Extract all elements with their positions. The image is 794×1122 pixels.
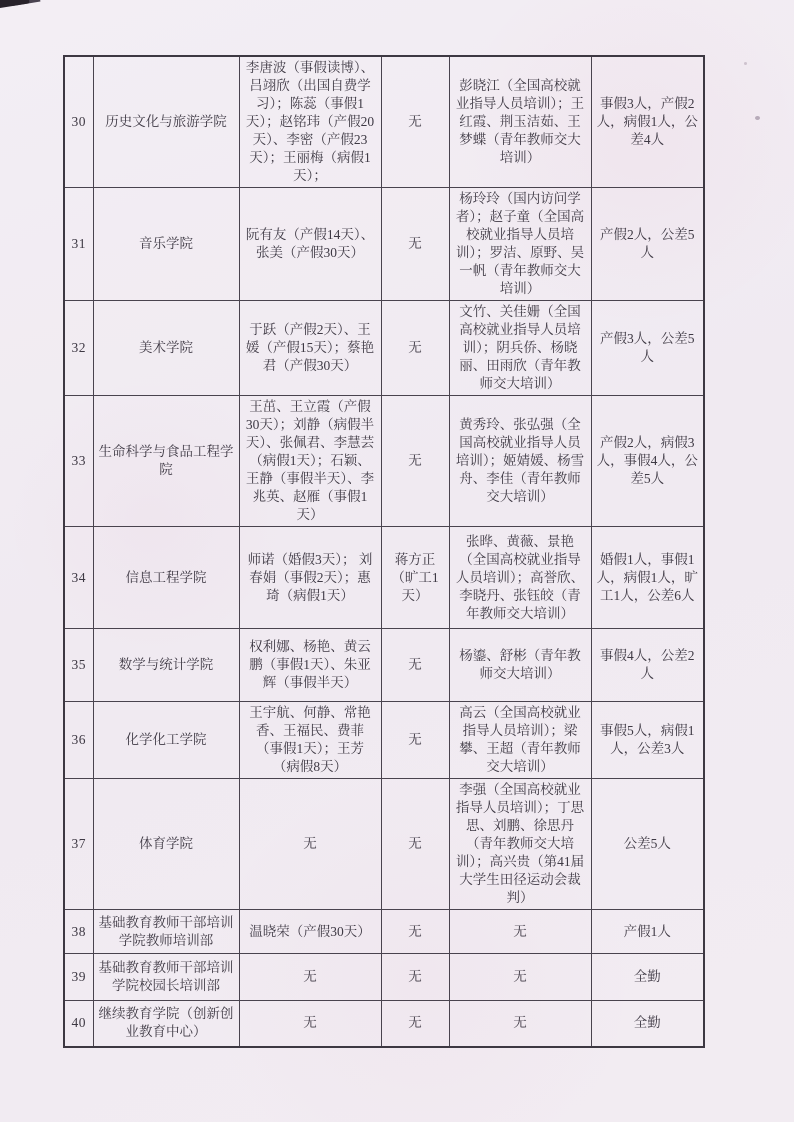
college-name: 信息工程学院: [93, 527, 239, 629]
absence-detail: 无: [381, 301, 449, 396]
training-detail: 无: [449, 910, 591, 954]
attendance-summary: 产假1人: [591, 910, 704, 954]
college-name: 基础教育教师干部培训学院教师培训部: [93, 910, 239, 954]
college-name: 体育学院: [93, 779, 239, 910]
table-row: [64, 1001, 704, 1047]
college-name: 音乐学院: [93, 188, 239, 301]
leave-detail: 王茁、王立霞（产假30天）；刘静（病假半天）、张佩君、李慧芸（病假1天）；石颖、王静（事假半天）、李兆英、赵雁（事假1天）: [239, 396, 381, 527]
absence-detail: 无: [381, 1001, 449, 1047]
college-name: 生命科学与食品工程学院: [93, 396, 239, 527]
college-name: 基础教育教师干部培训学院校园长培训部: [93, 954, 239, 1001]
leave-detail: 无: [239, 1001, 381, 1047]
training-detail: 黄秀玲、张弘强（全国高校就业指导人员培训）；姬婧媛、杨雪舟、李佳（青年教师交大培训）: [449, 396, 591, 527]
table-row: [64, 188, 704, 301]
training-detail: 文竹、关佳姗（全国高校就业指导人员培训）；阴兵侨、杨晓丽、田雨欣（青年教师交大培训）: [449, 301, 591, 396]
row-number: 33: [64, 396, 93, 527]
college-name: 历史文化与旅游学院: [93, 56, 239, 188]
leave-detail: 无: [239, 954, 381, 1001]
training-detail: 杨鎏、舒彬（青年教师交大培训）: [449, 629, 591, 702]
attendance-summary: 全勤: [591, 1001, 704, 1047]
training-detail: 无: [449, 954, 591, 1001]
training-detail: 杨玲玲（国内访问学者）；赵子童（全国高校就业指导人员培训）；罗洁、原野、吴一帆（青年教师交大培训）: [449, 188, 591, 301]
row-number: 37: [64, 779, 93, 910]
college-name: 化学化工学院: [93, 702, 239, 779]
table-row: [64, 527, 704, 629]
college-name: 美术学院: [93, 301, 239, 396]
absence-detail: 蒋方正（旷工1天）: [381, 527, 449, 629]
row-number: 35: [64, 629, 93, 702]
row-number: 31: [64, 188, 93, 301]
absence-detail: 无: [381, 188, 449, 301]
leave-detail: 于跃（产假2天）、王媛（产假15天）；蔡艳君（产假30天）: [239, 301, 381, 396]
row-number: 38: [64, 910, 93, 954]
attendance-summary: 全勤: [591, 954, 704, 1001]
table-row: [64, 301, 704, 396]
scan-speck: [744, 62, 747, 65]
training-detail: 无: [449, 1001, 591, 1047]
training-detail: 高云（全国高校就业指导人员培训）；梁攀、王超（青年教师交大培训）: [449, 702, 591, 779]
row-number: 30: [64, 56, 93, 188]
absence-detail: 无: [381, 56, 449, 188]
attendance-summary: 事假5人，病假1人，公差3人: [591, 702, 704, 779]
leave-detail: 王宇航、何静、常艳香、王福民、费菲（事假1天）；王芳（病假8天）: [239, 702, 381, 779]
leave-detail: 无: [239, 779, 381, 910]
attendance-summary: 公差5人: [591, 779, 704, 910]
absence-detail: 无: [381, 910, 449, 954]
leave-detail: 李唐波（事假读博）、吕翊欣（出国自费学习）；陈蕊（事假1天）；赵铭玮（产假20天）、李密（产假23天）；王丽梅（病假1天）；: [239, 56, 381, 188]
table-row: [64, 779, 704, 910]
leave-detail: 师诺（婚假3天）； 刘春娟（事假2天）；惠琦（病假1天）: [239, 527, 381, 629]
leave-detail: 阮有友（产假14天）、张美（产假30天）: [239, 188, 381, 301]
scan-artifact-corner: [0, 0, 30, 9]
attendance-table: [63, 55, 705, 1048]
absence-detail: 无: [381, 779, 449, 910]
training-detail: 李强（全国高校就业指导人员培训）；丁思思、刘鹏、徐思丹（青年教师交大培训）；高兴贵（第41届大学生田径运动会裁判）: [449, 779, 591, 910]
row-number: 36: [64, 702, 93, 779]
college-name: 继续教育学院（创新创业教育中心）: [93, 1001, 239, 1047]
training-detail: 张晔、黄薇、景艳（全国高校就业指导人员培训）；高誉欣、李晓丹、张钰皎（青年教师交大培训）: [449, 527, 591, 629]
table-row: [64, 56, 704, 188]
college-name: 数学与统计学院: [93, 629, 239, 702]
table-row: [64, 910, 704, 954]
absence-detail: 无: [381, 702, 449, 779]
table-row: [64, 702, 704, 779]
leave-detail: 权利娜、杨艳、黄云鹏（事假1天）、朱亚辉（事假半天）: [239, 629, 381, 702]
row-number: 34: [64, 527, 93, 629]
table-row: [64, 954, 704, 1001]
attendance-summary: 产假3人，公差5人: [591, 301, 704, 396]
table-row: [64, 629, 704, 702]
absence-detail: 无: [381, 954, 449, 1001]
row-number: 39: [64, 954, 93, 1001]
absence-detail: 无: [381, 629, 449, 702]
scan-speck: [755, 116, 760, 120]
absence-detail: 无: [381, 396, 449, 527]
attendance-summary: 产假2人，病假3人，事假4人，公差5人: [591, 396, 704, 527]
training-detail: 彭晓江（全国高校就业指导人员培训）；王红霞、荆玉洁茹、王梦蝶（青年教师交大培训）: [449, 56, 591, 188]
row-number: 40: [64, 1001, 93, 1047]
attendance-summary: 婚假1人，事假1人，病假1人，旷工1人，公差6人: [591, 527, 704, 629]
table-row: [64, 396, 704, 527]
attendance-summary: 事假4人，公差2人: [591, 629, 704, 702]
attendance-summary: 事假3人，产假2人，病假1人，公差4人: [591, 56, 704, 188]
leave-detail: 温晓荣（产假30天）: [239, 910, 381, 954]
attendance-summary: 产假2人，公差5人: [591, 188, 704, 301]
row-number: 32: [64, 301, 93, 396]
